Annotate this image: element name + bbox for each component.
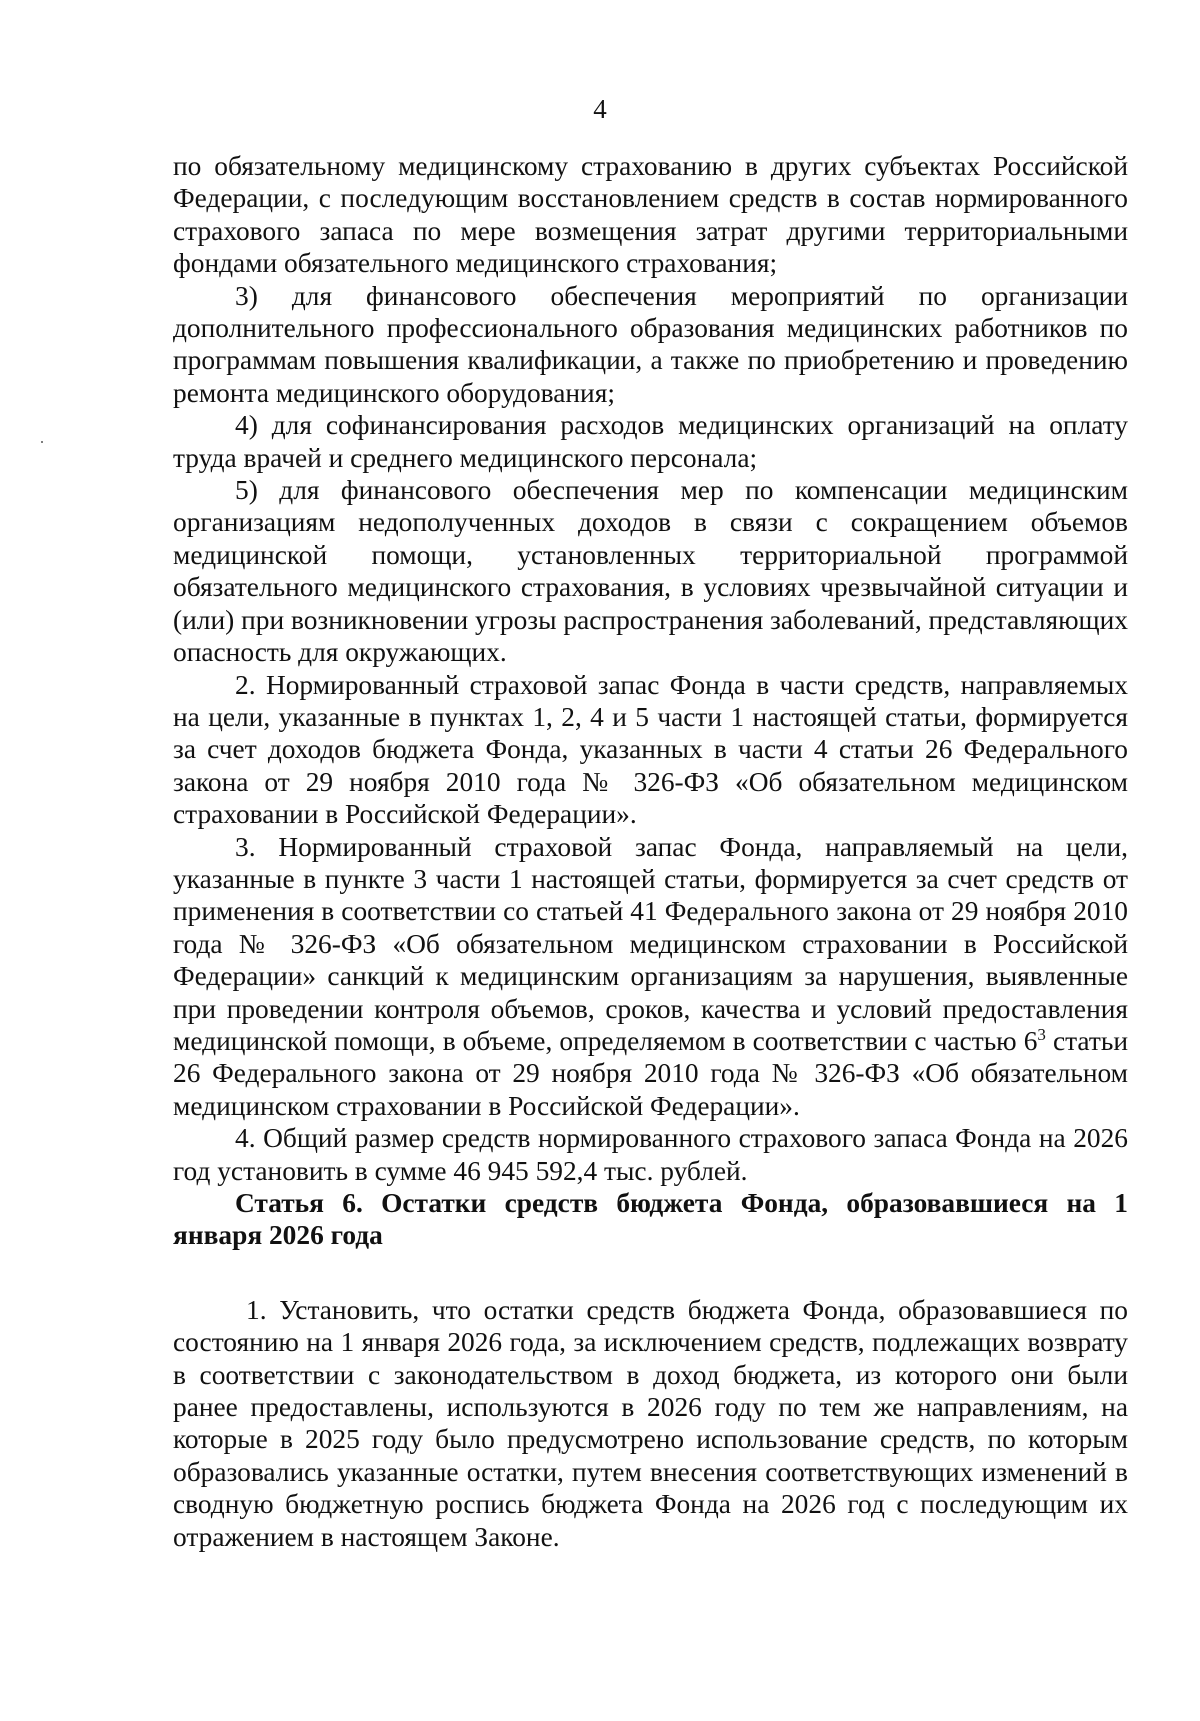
- scan-speck: [41, 441, 43, 443]
- paragraph-part-2: 2. Нормированный страховой запас Фонда в части средств, направляемых на цели, указанные в пунктах 1, 2, 4 и 5 части 1 настоящей статьи, формируется за счет доходов бюджета Фонда, указанных в части 4 статьи 26 Федерального закона от 29 ноября 2010 года № 326-ФЗ «Об обязательном медицинском страховании в Российской Федерации».: [173, 669, 1128, 830]
- paragraph-part-3: [173, 831, 1128, 1123]
- article-6-heading: Статья 6. Остатки средств бюджета Фонда, образовавшиеся на 1 января 2026 года: [173, 1188, 1128, 1251]
- superscript: 3: [1037, 1024, 1046, 1044]
- paragraph-continuation: по обязательному медицинскому страхованию в других субъектах Российской Федерации, с последующим восстановлением средств в состав нормированного страхового запаса по мере возмещения затрат другими территориальными фондами обязательного медицинского страхования;: [173, 151, 1128, 279]
- paragraph-item-5: 5) для финансового обеспечения мер по компенсации медицинским организациям недополученных доходов в связи с сокращением объемов медицинской помощи, установленных территориальной программой обязательного медицинского страхования, в условиях чрезвычайной ситуации и (или) при возникновении угрозы распространения заболеваний, представляющих опасность для окружающих.: [173, 475, 1128, 668]
- paragraph-item-3: 3) для финансового обеспечения мероприятий по организации дополнительного профессионального образования медицинских работников по программам повышения квалификации, а также по приобретению и проведению ремонта медицинского оборудования;: [173, 280, 1128, 408]
- article-6-body: [173, 1294, 1128, 1553]
- paragraph-part-3-text: 3. Нормированный страховой запас Фонда, направляемый на цели, указанные в пункте 3 части 1 настоящей статьи, формируется за счет средств от применения в соответствии со статьей 41 Федерального закона от 29 ноября 2010 года № 326-ФЗ «Об обязательном медицинском страховании в Российской Федерации» санкций к медицинским организациям за нарушения, выявленные при проведении контроля объемов, сроков, качества и условий предоставления медицинской помощи, в объеме, определяемом в соответствии с частью 6: [173, 831, 1128, 1056]
- article-6-part-1: 1. Установить, что остатки средств бюджета Фонда, образовавшиеся по состоянию на 1 января 2026 года, за исключением средств, подлежащих возврату в соответствии с законодательством в доход бюджета, из которого они были ранее предоставлены, используются в 2026 году по тем же направлениям, на которые в 2025 году было предусмотрено использование средств, по которым образовались указанные остатки, путем внесения соответствующих изменений в сводную бюджетную роспись бюджета Фонда на 2026 год с последующим их отражением в настоящем Законе.: [173, 1294, 1128, 1552]
- paragraph-part-4: 4. Общий размер средств нормированного страхового запаса Фонда на 2026 год установить в сумме 46 945 592,4 тыс. рублей.: [173, 1123, 1128, 1186]
- page-number: 4: [593, 94, 607, 124]
- document-body: [173, 150, 1128, 1553]
- paragraph-item-4: 4) для софинансирования расходов медицинских организаций на оплату труда врачей и среднего медицинского персонала;: [173, 410, 1128, 473]
- paragraph-part-3-text-end: статьи 26 Федерального закона от 29 ноября 2010 года № 326-ФЗ «Об обязательном медицинском страховании в Российской Федерации».: [173, 1025, 1128, 1121]
